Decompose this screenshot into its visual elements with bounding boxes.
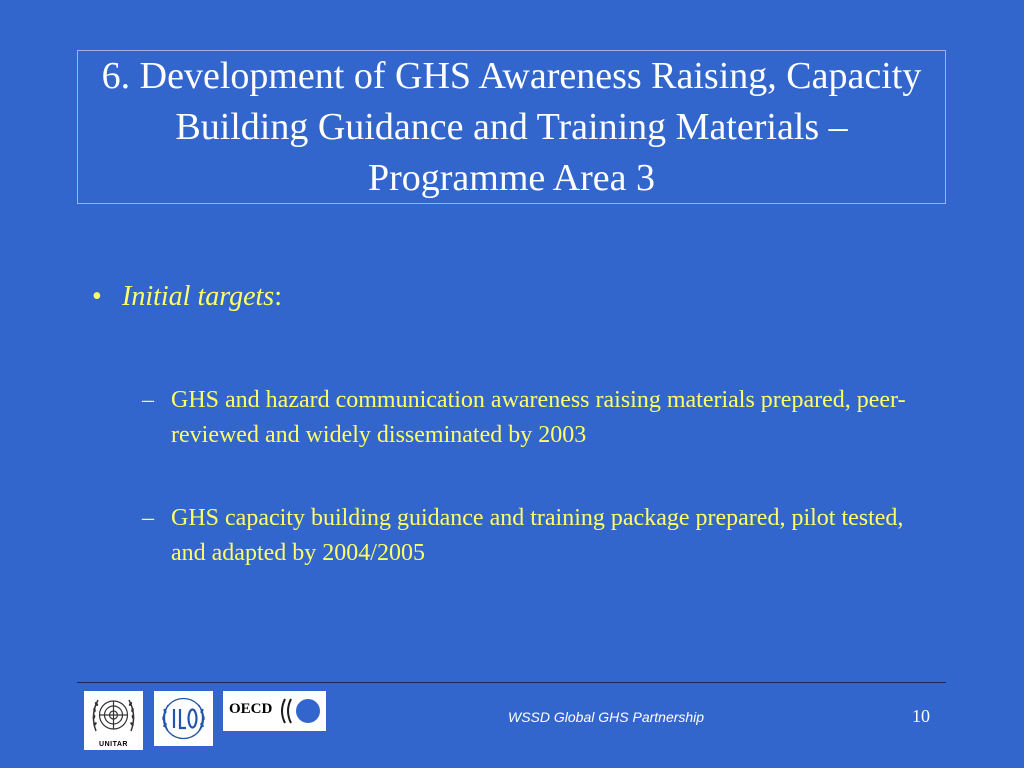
un-emblem-icon xyxy=(84,691,143,741)
ilo-emblem-icon xyxy=(154,691,213,746)
sub-item-capacity-package xyxy=(142,501,922,571)
oecd-logo xyxy=(223,691,326,731)
sub-item-awareness-materials xyxy=(142,383,922,453)
sub-item-text: GHS and hazard communication awareness raising materials prepared, peer-reviewed and widely disseminated by 2003 xyxy=(171,387,906,448)
unitar-label: UNITAR xyxy=(99,741,128,748)
page-number: 10 xyxy=(912,706,930,726)
bullet-suffix: : xyxy=(274,281,282,312)
ilo-logo xyxy=(154,691,213,746)
footer-divider xyxy=(77,682,946,683)
bullet-initial-targets xyxy=(92,280,282,314)
oecd-emblem-icon xyxy=(223,691,326,731)
title-box xyxy=(77,50,946,204)
footer-title: WSSD Global GHS Partnership xyxy=(508,709,705,725)
bullet-label: Initial targets xyxy=(122,281,275,312)
unitar-logo xyxy=(84,691,143,750)
sub-item-marker: – xyxy=(142,387,154,413)
sub-item-marker: – xyxy=(142,505,154,531)
oecd-label: OECD xyxy=(229,701,273,717)
bullet-marker: • xyxy=(92,281,102,312)
sub-item-text: GHS capacity building guidance and training package prepared, pilot tested, and adapted by 2004/2005 xyxy=(171,505,904,566)
slide-title: 6. Development of GHS Awareness Raising, Capacity Building Guidance and Training Materials – Programme Area 3 xyxy=(101,54,922,199)
